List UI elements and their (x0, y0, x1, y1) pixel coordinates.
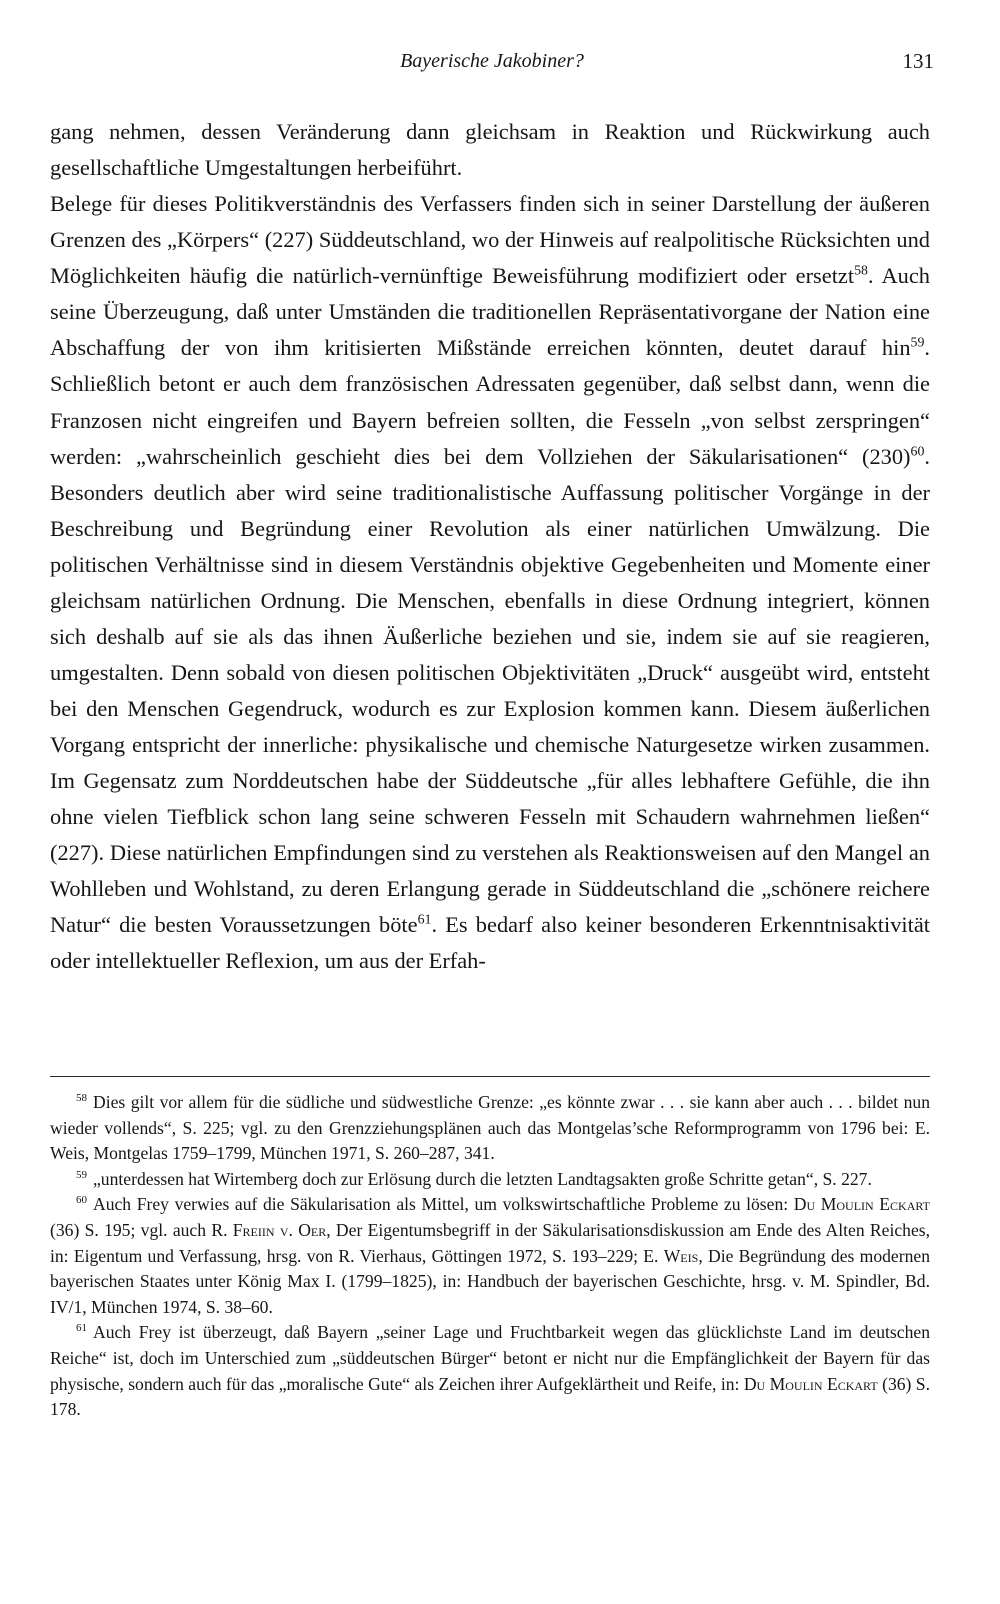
footnote-text: Dies gilt vor allem für die südliche und südwestliche Grenze: „es könnte zwar . . . sie kann aber auch . . . bildet nun wieder vollends“, S. 225; vgl. zu den Grenzziehungsplänen auch das Montgelas’sche Reformprogramm von 1796 bei: E. Weis, Montgelas 1759–1799, München 1971, S. 260–287, 341. (50, 1092, 930, 1164)
author-name: Weis (663, 1245, 699, 1266)
footnote-ref-60[interactable]: 60 (910, 444, 925, 460)
footnote-text: Auch Frey verwies auf die Säkularisation als Mittel, um volkswirtschaftliche Probleme zu lösen: (93, 1194, 794, 1215)
footnote-ref-58[interactable]: 58 (854, 263, 868, 279)
footnote-text: , Die Begründung des modernen bayerischen Staates unter König Max I. (1799–1825), in: Handbuch der bayerischen Geschichte, hrsg. v. M. Spindler, Bd. IV/1, München 1974, S. 38–60. (50, 1245, 930, 1317)
author-name: Du Moulin Eckart (793, 1194, 930, 1215)
paragraph-main (50, 186, 930, 979)
sentence-text: . Auch seine Überzeugung, daß unter Umständen die traditionellen Repräsentativorgane der Nation eine Abschaffung der von ihm kritisierten Mißstände erreichen könnten, deutet darauf hin (50, 263, 930, 361)
footnote-61: 61 Auch Frey ist überzeugt, daß Bayern „seiner Lage und Fruchtbarkeit wegen das glücklichste Land im deutschen Reiche“ ist, doch im Unterschied zum „süddeutschen Bürger“ betont er nicht nur die Empfänglichkeit der Bayern für das physische, sondern auch für das „moralische Gute“ als Zeichen ihrer Aufgeklärtheit und Reife, in: Du Moulin Eckart (36) S. 178. (50, 1322, 930, 1420)
running-head (50, 46, 934, 76)
author-name: Du Moulin Eckart (743, 1373, 878, 1394)
author-name: Freiin v. Oer (232, 1219, 327, 1240)
body-text (50, 114, 930, 980)
paragraph-text: gang nehmen, dessen Veränderung dann gleichsam in Reaktion und Rückwirkung auch gesellschaftliche Umgestaltungen herbeiführt. (50, 119, 930, 181)
footnote-58: 58 Dies gilt vor allem für die südliche und südwestliche Grenze: „es könnte zwar . . . sie kann aber auch . . . bildet nun wieder vollends“, S. 225; vgl. zu den Grenzziehungsplänen auch das Montgelas’sche Reformprogramm von 1796 bei: E. Weis, Montgelas 1759–1799, München 1971, S. 260–287, 341. (50, 1092, 930, 1164)
footnote-60: 60 Auch Frey verwies auf die Säkularisation als Mittel, um volkswirtschaftliche Probleme zu lösen: Du Moulin Eckart (36) S. 195; vgl. auch R. Freiin v. Oer, Der Eigentumsbegriff in der Säkularisationsdiskussion am Ende des Alten Reiches, in: Eigentum und Verfassung, hrsg. von R. Vierhaus, Göttingen 1972, S. 193–229; E. Weis, Die Begründung des modernen bayerischen Staates unter König Max I. (1799–1825), in: Handbuch der bayerischen Geschichte, hrsg. v. M. Spindler, Bd. IV/1, München 1974, S. 38–60. (50, 1194, 930, 1317)
paragraph-continuation (50, 114, 930, 186)
footnote-text: (36) S. 195; vgl. auch R. (50, 1219, 233, 1240)
footnote-59: 59 „unterdessen hat Wirtemberg doch zur Erlösung durch die letzten Landtagsakten große Schritte getan“, S. 227. (76, 1168, 872, 1189)
footnote-text: (36) S. 178. (50, 1373, 930, 1420)
sentence-text: . Es bedarf also keiner besonderen Erkenntnisaktivität oder intellektueller Reflexion, um aus der Erfah- (50, 912, 931, 974)
footnotes (50, 1090, 930, 1423)
sentence-text: . Schließlich betont er auch dem französischen Adressaten gegenüber, daß selbst dann, wenn die Franzosen nicht eingreifen und Bayern befreien sollten, die Fesseln „von selbst zerspringen“ werden: „wahrscheinlich geschieht dies bei dem Vollziehen der Säkularisationen“ (230) (50, 335, 930, 469)
running-title: Bayerische Jakobiner? (400, 50, 584, 72)
footnote-text: „unterdessen hat Wirtemberg doch zur Erlösung durch die letzten Landtagsakten große Schritte getan“, S. 227. (93, 1168, 872, 1189)
sentence-text: Belege für dieses Politikverständnis des Verfassers finden sich in seiner Darstellung der äußeren Grenzen des „Körpers“ (227) Süddeutschland, wo der Hinweis auf realpolitische Rücksichten und Möglichkeiten häufig die natürlich-vernünftige Beweisführung modifiziert oder ersetzt (50, 191, 930, 289)
footnote-divider (50, 1076, 930, 1077)
footnote-ref-61[interactable]: 61 (417, 913, 432, 929)
footnote-text: , Der Eigentumsbegriff in der Säkularisationsdiskussion am Ende des Alten Reiches, in: Eigentum und Verfassung, hrsg. von R. Vierhaus, Göttingen 1972, S. 193–229; E. (50, 1219, 930, 1266)
sentence-text: . Besonders deutlich aber wird seine traditionalistische Auffassung politischer Vorgänge in der Beschreibung und Begründung einer Revolution als einer natürlichen Umwälzung. Die politischen Verhältnisse sind in diesem Verständnis objektive Gegebenheiten und Momente einer gleichsam natürlichen Ordnung. Die Menschen, ebenfalls in diese Ordnung integriert, können sich deshalb auf sie als das ihnen Äußerliche beziehen und sie, indem sie auf sie reagieren, umgestalten. Denn sobald von diesen politischen Objektivitäten „Druck“ ausgeübt wird, entsteht bei den Menschen Gegendruck, wodurch es zur Explosion kommen kann. Diesem äußerlichen Vorgang entspricht der innerliche: physikalische und chemische Naturgesetze wirken zusammen. Im Gegensatz zum Norddeutschen habe der Süddeutsche „für alles lebhaftere Gefühle, die ihn ohne vielen Tiefblick schon lang seine schweren Fesseln mit Schaudern wahrnehmen ließen“ (227). Diese natürlichen Empfindungen sind zu verstehen als Reaktionsweisen auf den Mangel an Wohlleben und Wohlstand, zu deren Erlangung gerade in Süddeutschland die „schönere reichere Natur“ die besten Voraussetzungen böte (50, 443, 930, 938)
footnote-ref-59[interactable]: 59 (910, 336, 925, 352)
footnote-text: Auch Frey ist überzeugt, daß Bayern „seiner Lage und Fruchtbarkeit wegen das glücklichste Land im deutschen Reiche“ ist, doch im Unterschied zum „süddeutschen Bürger“ betont er nicht nur die Empfänglichkeit der Bayern für das physische, sondern auch für das „moralische Gute“ als Zeichen ihrer Aufgeklärtheit und Reife, in: (50, 1322, 930, 1394)
page-number: 131 (902, 49, 934, 73)
